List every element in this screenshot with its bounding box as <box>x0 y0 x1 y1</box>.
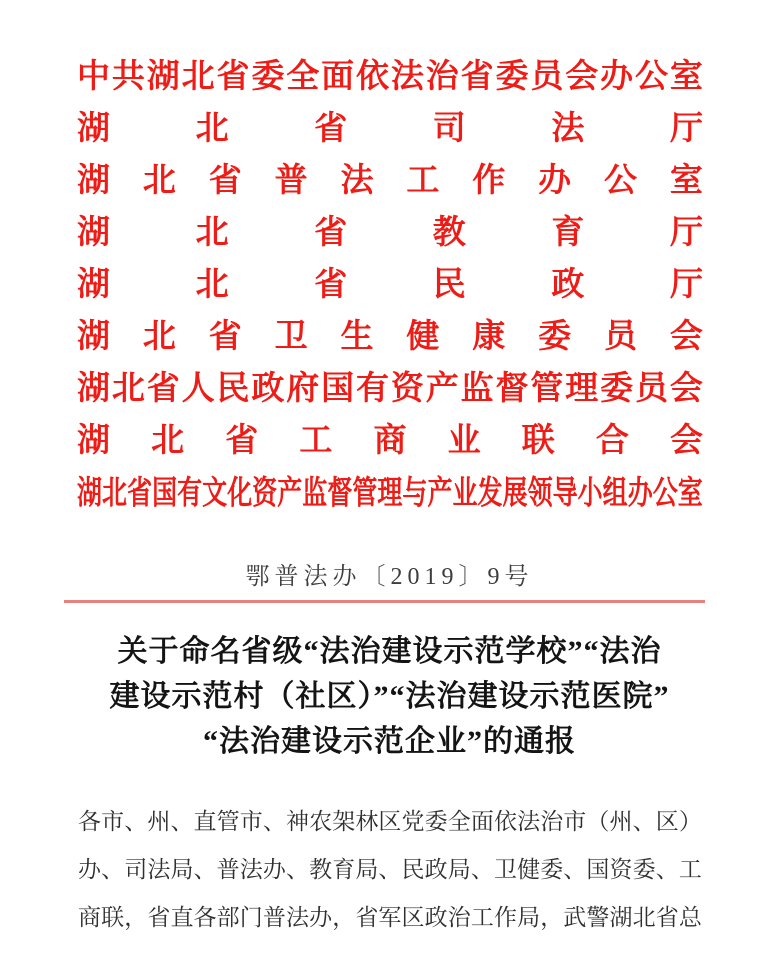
issuing-org-2: 湖 北 省 司 法 厅 <box>77 110 703 147</box>
title-line-3: “法治建设示范企业”的通报 <box>203 725 576 758</box>
issuing-org-7: 湖 北 省 人 民 政 府 国 有 资 产 监 督 管 理 委 员 会 <box>77 370 703 407</box>
document-title <box>40 629 739 764</box>
title-line-2: 建设示范村（社区）”“法治建设示范医院” <box>109 680 670 713</box>
body-line-3: 商 联 ， 省 直 各 部 门 普 法 办 ， 省 军 区 政 治 工 作 局 ， 武 警 湖 北 省 总 <box>78 904 702 930</box>
document-number: 鄂普法办〔2019〕9号 <box>245 564 534 590</box>
issuing-org-9: 湖 北 省 国 有 文 化 资 产 监 督 管 理 与 产 业 发 展 领 导 小 组 办 公 室 <box>77 475 703 511</box>
issuing-org-8: 湖 北 省 工 商 业 联 合 会 <box>77 422 703 459</box>
issuing-org-5: 湖 北 省 民 政 厅 <box>77 266 703 303</box>
body-line-1: 各 市 、 州 、 直 管 市 、 神 农 架 林 区 党 委 全 面 依 法 治 市 （ 州 、 区 ） <box>78 808 702 834</box>
letterhead <box>77 51 703 519</box>
issuing-org-1: 中 共 湖 北 省 委 全 面 依 法 治 省 委 员 会 办 公 室 <box>77 58 703 95</box>
title-line-1: 关于命名省级“法治建设示范学校”“法治 <box>117 635 662 668</box>
red-divider-line <box>64 600 705 603</box>
body-line-2: 办 、 司 法 局 、 普 法 办 、 教 育 局 、 民 政 局 、 卫 健 委 、 国 资 委 、 工 <box>78 856 702 882</box>
issuing-org-3: 湖 北 省 普 法 工 作 办 公 室 <box>77 162 703 199</box>
document-body <box>78 797 702 941</box>
issuing-org-6: 湖 北 省 卫 生 健 康 委 员 会 <box>77 318 703 355</box>
issuing-org-4: 湖 北 省 教 育 厅 <box>77 214 703 251</box>
